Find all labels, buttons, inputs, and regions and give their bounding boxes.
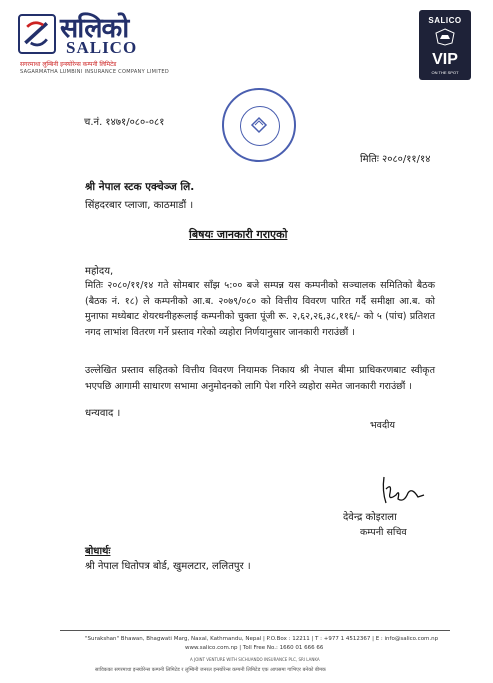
footer-joint-venture: A JOINT VENTURE WITH SICHUANDO INSURANCE PLC, SRI LANKA bbox=[190, 657, 320, 662]
closing-word: भवदीय bbox=[370, 420, 395, 431]
letter-date: मितिः २०८०/११/१४ bbox=[360, 154, 431, 165]
thanks-line: धन्यवाद । bbox=[85, 408, 121, 419]
footer-web: www.salico.com.np | Toll Free No.: 1660 01 666 66 bbox=[185, 645, 324, 651]
letter-subject: बिषयः जानकारी गराएको bbox=[189, 228, 288, 241]
body-paragraph-2: उल्लेखित प्रस्ताव सहितको वित्तीय विवरण नियामक निकाय श्री नेपाल बीमा प्राधिकरणबाट स्वीकृत भएपछि आगामी साधारण सभामा अनुमोदनको लागि पेश गरिने व्यहोरा समेत जानकारी गराउंछौं । bbox=[85, 365, 435, 392]
recipient-name: श्री नेपाल स्टक एक्चेञ्ज लि. bbox=[85, 181, 195, 193]
company-tagline-english: SAGARMATHA LUMBINI INSURANCE COMPANY LIMITED bbox=[20, 69, 170, 75]
vip-label: VIP bbox=[432, 51, 458, 68]
logo-name-nepali: सलिको bbox=[60, 13, 129, 44]
footer-address: "Surakshan" Bhawan, Bhagwati Marg, Naxal, Kathmandu, Nepal | P.O.Box : 12211 | T : +977 1 4512367 | E : info@salico.com.np bbox=[85, 636, 439, 642]
logo-name-english: SALICO bbox=[66, 38, 138, 57]
car-crest-icon bbox=[435, 28, 455, 46]
body-paragraph-1: मितिः २०८०/११/१४ गते सोमबार साँझ ५:०० बजे सम्पन्न यस कम्पनीको सञ्चालक समितिको बैठक (बैठक नं. १८) ले कम्पनीको आ.ब. २०७९/०८० को वित्तीय विवरण पारित गर्दै समीक्षा आ.ब. को मुनाफा मध्येबाट शेयरधनीहरूलाई कम्पनीको चुक्ता पूंजी रू. २,६२,२६,३८,११६/- को ५ (पांच) प्रतिशत नगद लाभांश वितरण गर्ने प्रस्ताव गरेको व्यहोरा निर्णयानुसार जानकारी गराउंछौं । bbox=[85, 280, 435, 339]
salico-logo-mark bbox=[18, 14, 56, 54]
signer-title: कम्पनी सचिव bbox=[360, 527, 407, 538]
vip-subtext: ON THE SPOT bbox=[431, 70, 459, 75]
footer-divider bbox=[60, 630, 450, 631]
cc-recipient: श्री नेपाल धितोपत्र बोर्ड, खुमलटार, ललितपुर । bbox=[85, 561, 251, 572]
handwritten-signature bbox=[378, 473, 428, 507]
vip-brand: SALICO bbox=[428, 16, 462, 25]
seal-logo-icon bbox=[248, 114, 270, 136]
recipient-address: सिंहदरबार प्लाजा, काठमाडौं । bbox=[85, 200, 194, 211]
company-tagline-nepali: सगरमाथा लुम्बिनी इन्स्योरेन्स कम्पनी लिमिटेड bbox=[20, 61, 117, 68]
cc-label: बोधार्थः bbox=[85, 546, 111, 557]
salutation: महोदय, bbox=[85, 266, 114, 277]
footer-nepali-note: साविकका सगरमाथा इन्स्योरेन्स कम्पनी लिमिटेड र लुम्बिनी जनरल इन्स्योरेन्स कम्पनी लिमिटेड एक आपसमा गाभिएर बनेको बीमक bbox=[95, 667, 326, 673]
reference-number: च.नं. १४७१/०८०-०८१ bbox=[84, 117, 165, 128]
company-seal bbox=[222, 88, 296, 162]
signer-name: देवेन्द्र कोइराला bbox=[343, 512, 397, 523]
vip-badge bbox=[419, 10, 471, 80]
logo-icon bbox=[20, 16, 54, 52]
